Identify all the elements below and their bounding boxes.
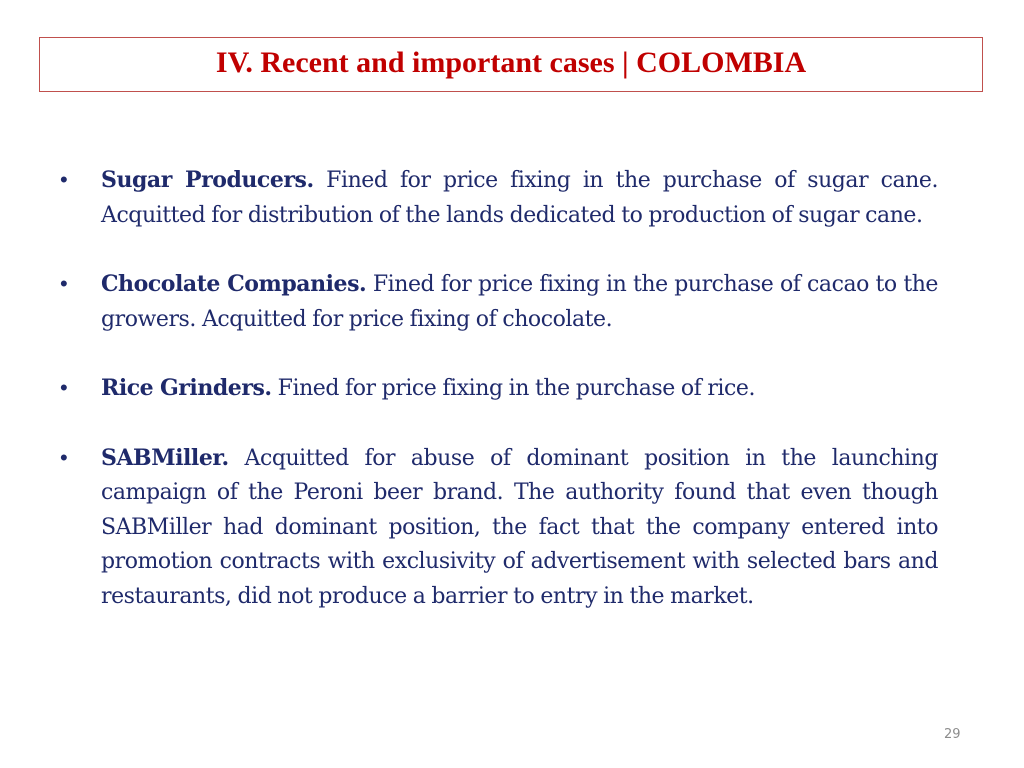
case-term: Sugar Producers. — [101, 167, 314, 193]
case-item-sugar-producers — [60, 163, 938, 233]
bullet-icon: • — [60, 167, 68, 192]
case-term: Rice Grinders. — [101, 375, 272, 401]
case-list — [60, 163, 938, 614]
bullet-icon: • — [60, 271, 68, 296]
case-item-sabmiller — [60, 441, 938, 615]
case-description: Fined for price fixing in the purchase of rice. — [271, 376, 755, 401]
case-item-rice-grinders — [60, 371, 938, 407]
case-description: Fined for price fixing in the purchase of sugar cane. Acquitted for distribution of the lands dedicated to production of sugar cane. — [101, 168, 938, 228]
bullet-icon: • — [60, 375, 68, 400]
case-term: Chocolate Companies. — [101, 271, 367, 297]
case-description: Acquitted for abuse of dominant position in the launching campaign of the Peroni beer brand. The authority found that even though SABMiller had dominant position, the fact that the company entered into promotion contracts with exclusivity of advertisement with selected bars and restaurants, did not produce a barrier to entry in the market. — [101, 445, 938, 609]
title-box — [39, 37, 983, 92]
case-description: Fined for price fixing in the purchase of cacao to the growers. Acquitted for price fixing of chocolate. — [101, 272, 938, 332]
case-term: SABMiller. — [101, 444, 229, 471]
page-number: 29 — [944, 727, 961, 742]
bullet-icon: • — [60, 444, 68, 470]
slide-title: IV. Recent and important cases | COLOMBIA — [215, 45, 807, 79]
case-item-chocolate-companies — [60, 267, 938, 337]
